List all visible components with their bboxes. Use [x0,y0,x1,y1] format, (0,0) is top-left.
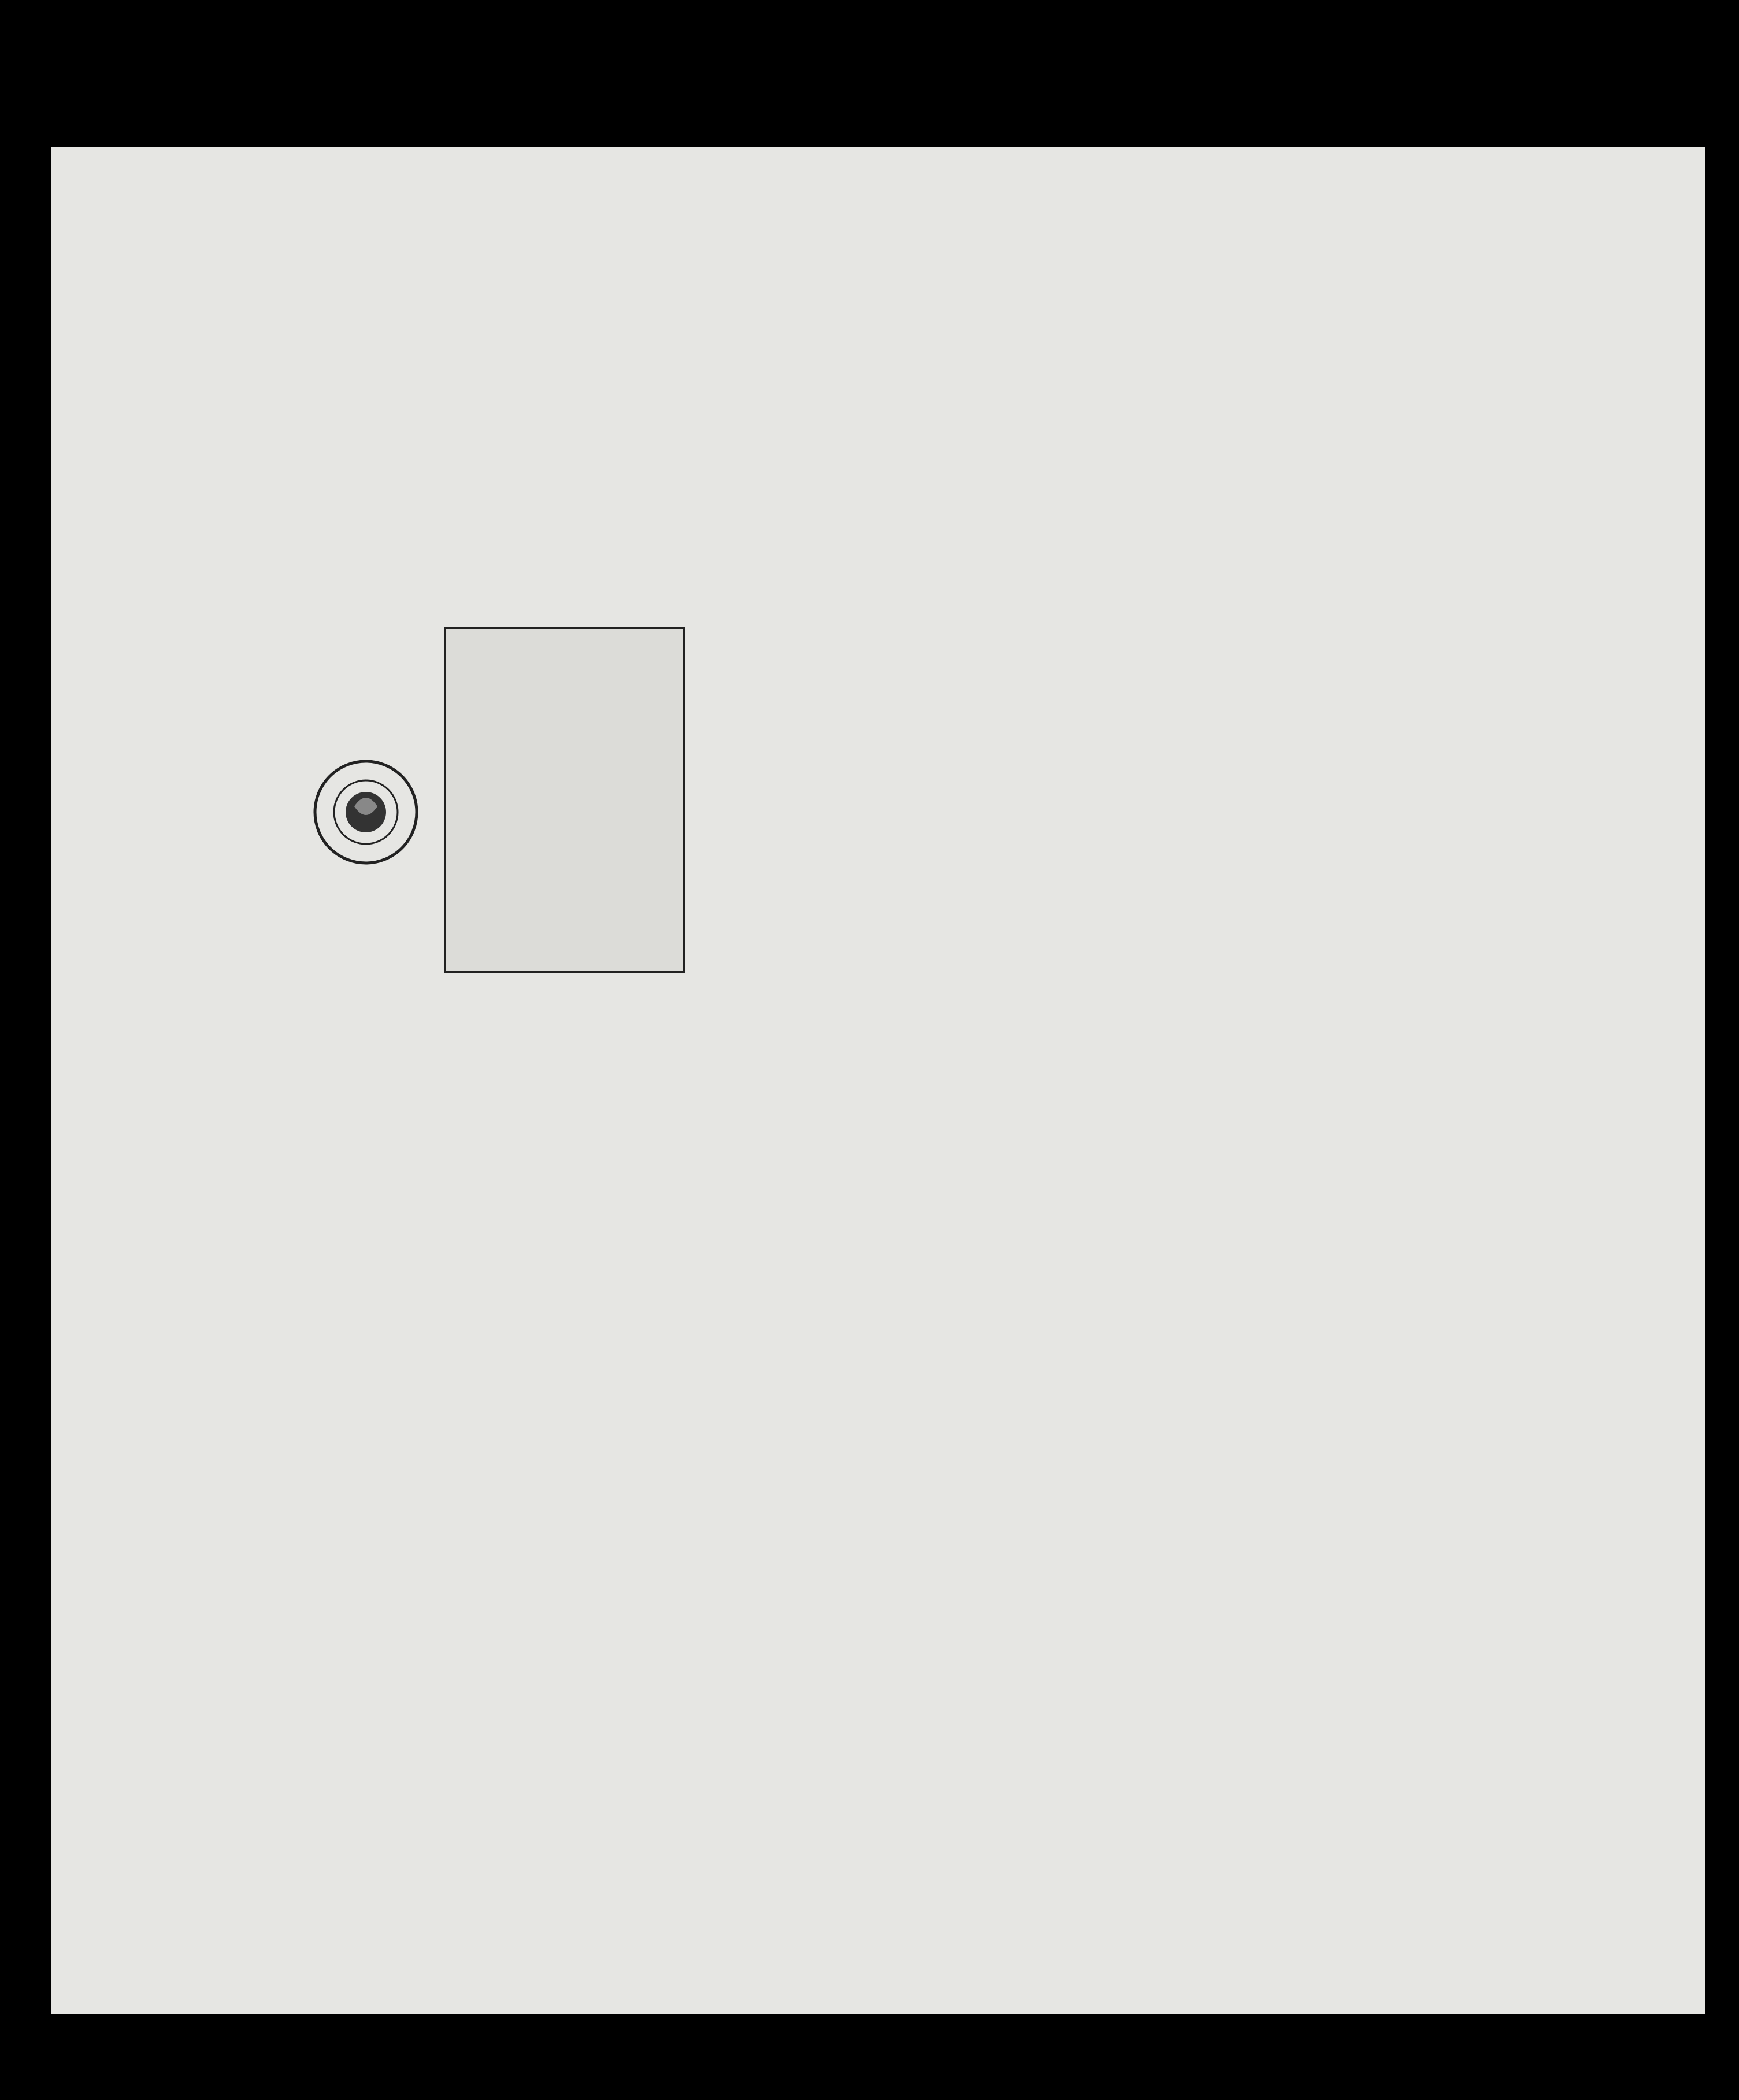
col-shipped-header [761,329,951,351]
col-where-header [856,390,951,401]
col-action-header [1480,329,1653,351]
col-discharged-header [951,329,1009,351]
embassy-seal [311,757,421,867]
col-serial-header [1220,329,1333,340]
col-country-header [1009,329,1125,351]
col-position-header [632,329,765,351]
crew-table-grid [51,147,1705,2014]
col-remarks-header [1333,329,1480,351]
col-treated-header [1125,329,1220,340]
manifest-page [51,147,1705,2014]
col-when-header [761,390,856,401]
fee-block [479,1040,502,1108]
col-length-header [542,329,635,340]
col-given-header [346,402,525,413]
embassy-stamp [444,627,685,973]
